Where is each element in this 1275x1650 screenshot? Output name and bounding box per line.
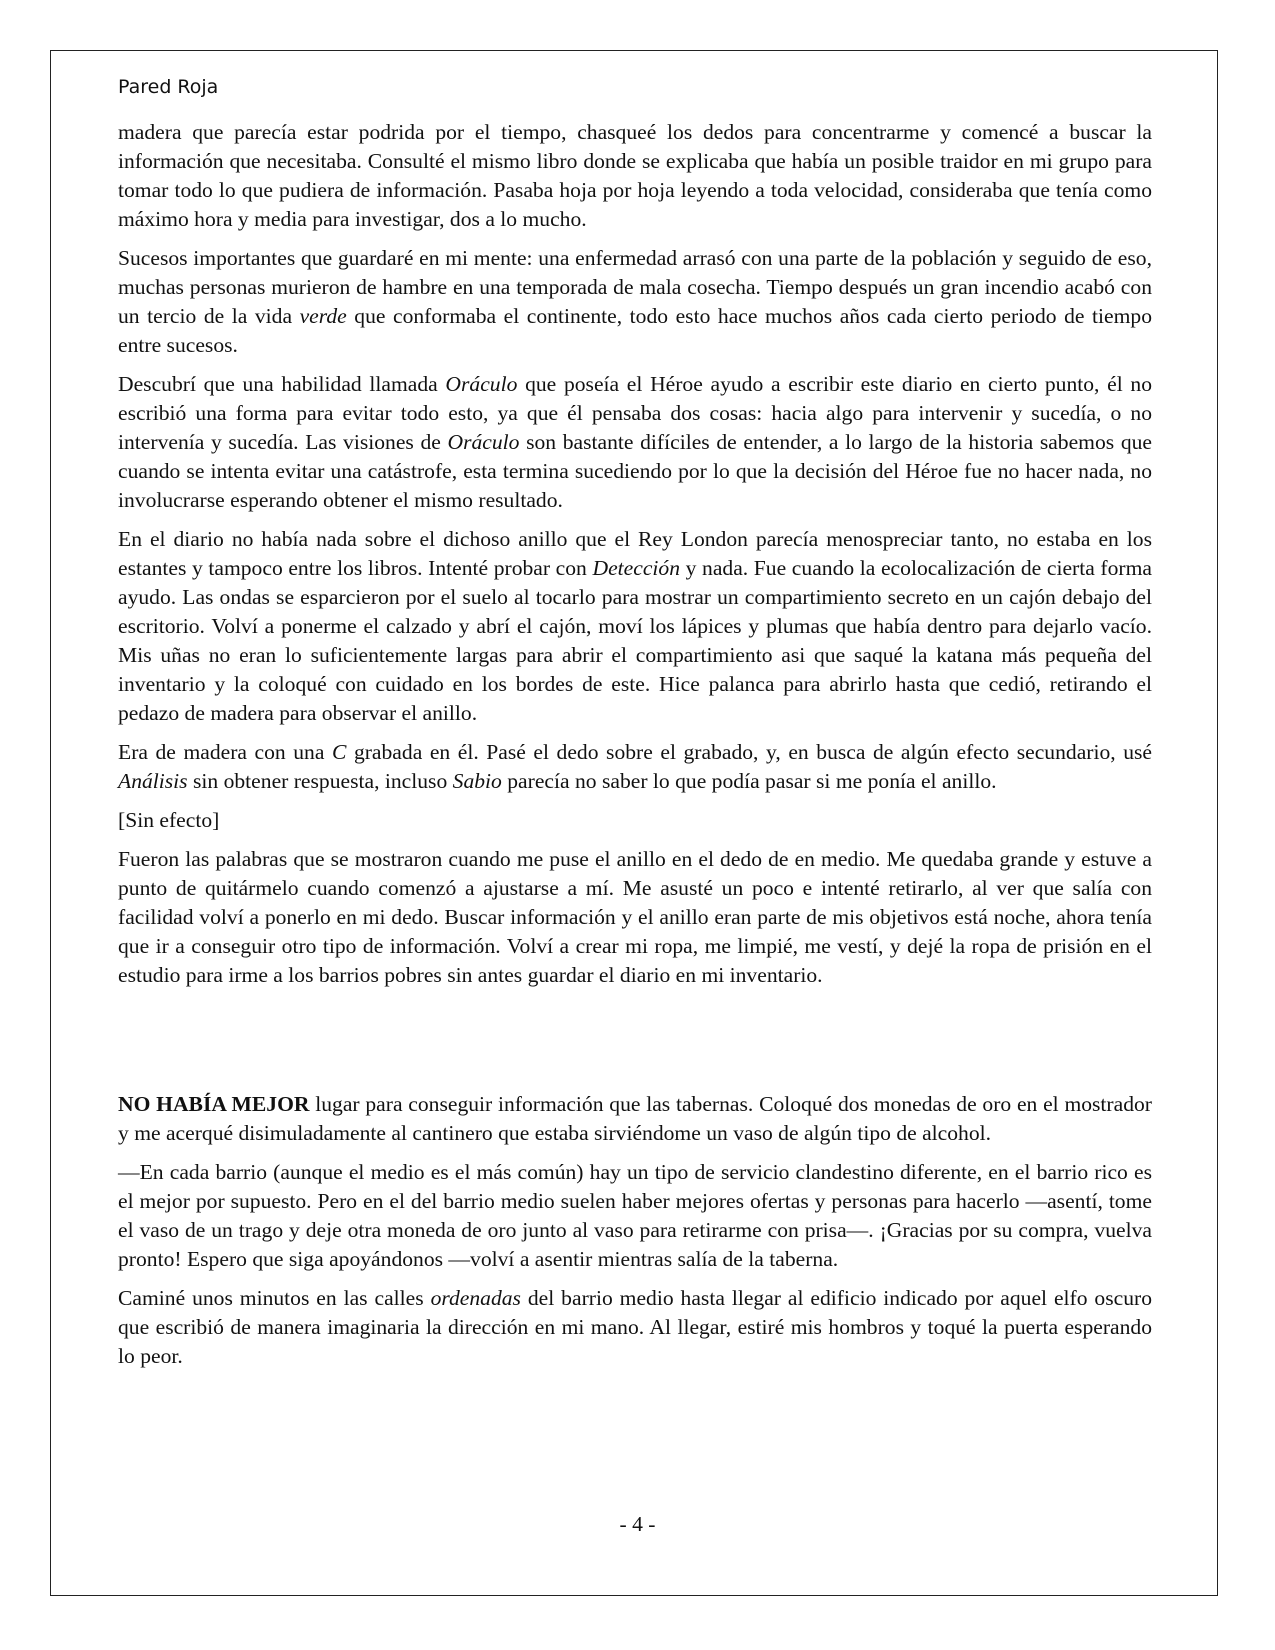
section-lead-in: NO HABÍA MEJOR bbox=[118, 1092, 310, 1116]
paragraph: Fueron las palabras que se mostraron cuando me puse el anillo en el dedo de en medio. Me quedaba grande y estuve a punto de quitármelo cuando comenzó a ajustarse a mí. Me asusté un poco e intenté retirarlo, al ver que salía con facilidad volví a ponerlo en mi dedo. Buscar información y el anillo eran parte de mis objetivos está noche, ahora tenía que ir a conseguir otro tipo de información. Volví a crear mi ropa, me limpié, me vestí, y dejé la ropa de prisión en el estudio para irme a los barrios pobres sin antes guardar el diario en mi inventario. bbox=[118, 847, 1152, 987]
text-run: Caminé unos minutos en las calles bbox=[118, 1286, 431, 1310]
text-run: Era de madera con una bbox=[118, 740, 332, 764]
text-run: son bastante difíciles de entender, a lo largo de la historia sabemos que cuando se intenta evitar una catástrofe, esta termina sucediendo por lo que la decisión del Héroe fue no hacer nada, no involucrarse esperando obtener el mismo resultado. bbox=[118, 430, 1153, 512]
italic-term: Oráculo bbox=[445, 372, 518, 396]
paragraph bbox=[118, 1090, 1152, 1148]
text-run: del barrio medio hasta llegar al edificio indicado por aquel elfo oscuro que escribió de manera imaginaria la dirección en mi mano. Al llegar, estiré mis hombros y toqué la puerta esperando lo peor. bbox=[118, 1286, 1153, 1368]
text-run: parecía no saber lo que podía pasar si me ponía el anillo. bbox=[501, 769, 997, 793]
paragraph bbox=[118, 1284, 1152, 1371]
italic-term: ordenadas bbox=[430, 1286, 521, 1310]
paragraph bbox=[118, 525, 1152, 728]
body-text bbox=[118, 118, 1152, 1381]
italic-term: Sabio bbox=[452, 769, 502, 793]
running-header: Pared Roja bbox=[118, 76, 219, 98]
text-run: que poseía el Héroe ayudo a escribir este diario en cierto punto, él no escribió una forma para evitar todo esto, ya que él pensaba dos cosas: hacia algo para intervenir y sucedía, o no intervenía y sucedía. Las visiones de bbox=[118, 372, 1152, 454]
text-run: que conformaba el continente, todo esto hace muchos años cada cierto periodo de tiempo entre sucesos. bbox=[118, 304, 1152, 357]
text-run: lugar para conseguir información que las tabernas. Coloqué dos monedas de oro en el mostrador y me acerqué disimuladamente al cantinero que estaba sirviéndome un vaso de algún tipo de alcohol. bbox=[118, 1092, 1152, 1145]
paragraph: —En cada barrio (aunque el medio es el más común) hay un tipo de servicio clandestino diferente, en el barrio rico es el mejor por supuesto. Pero en el del barrio medio suelen haber mejores ofertas y personas para hacerlo —asentí, tome el vaso de un trago y deje otra moneda de oro junto al vaso para retirarme con prisa—. ¡Gracias por su compra, vuelva pronto! Espero que siga apoyándonos —volví a asentir mientras salía de la taberna. bbox=[118, 1160, 1152, 1271]
italic-term: Análisis bbox=[118, 769, 188, 793]
paragraph bbox=[118, 370, 1152, 515]
text-run: Sucesos importantes que guardaré en mi mente: una enfermedad arrasó con una parte de la población y seguido de eso, muchas personas murieron de hambre en una temporada de mala cosecha. Tiempo después un gran incendio acabó con un tercio de la vida bbox=[118, 246, 1152, 328]
text-run: sin obtener respuesta, incluso bbox=[187, 769, 453, 793]
italic-term: C bbox=[331, 740, 347, 764]
italic-term: Oráculo bbox=[447, 430, 520, 454]
section-break bbox=[118, 1000, 1152, 1090]
text-run: En el diario no había nada sobre el dichoso anillo que el Rey London parecía menospreciar tanto, no estaba en los estantes y tampoco entre los libros. Intenté probar con bbox=[118, 527, 1152, 580]
text-run: Descubrí que una habilidad llamada bbox=[118, 372, 446, 396]
paragraph: madera que parecía estar podrida por el tiempo, chasqueé los dedos para concentrarme y comencé a buscar la información que necesitaba. Consulté el mismo libro donde se explicaba que había un posible traidor en mi grupo para tomar todo lo que pudiera de información. Pasaba hoja por hoja leyendo a toda velocidad, consideraba que tenía como máximo hora y media para investigar, dos a lo mucho. bbox=[118, 120, 1152, 231]
page-number: - 4 - bbox=[619, 1512, 656, 1536]
paragraph bbox=[118, 244, 1152, 360]
italic-term: verde bbox=[299, 304, 347, 328]
italic-term: Detección bbox=[592, 556, 680, 580]
paragraph bbox=[118, 738, 1152, 796]
text-run: y nada. Fue cuando la ecolocalización de cierta forma ayudo. Las ondas se esparcieron por el suelo al tocarlo para mostrar un compartimiento secreto en un cajón debajo del escritorio. Volví a ponerme el calzado y abrí el cajón, moví los lápices y plumas que había dentro para dejarlo vacío. Mis uñas no eran lo suficientemente largas para abrir el compartimiento asi que saqué la katana más pequeña del inventario y la coloqué con cuidado en los bordes de este. Hice palanca para abrirlo hasta que cedió, retirando el pedazo de madera para observar el anillo. bbox=[118, 556, 1152, 725]
text-run: grabada en él. Pasé el dedo sobre el grabado, y, en busca de algún efecto secundario, usé bbox=[346, 740, 1152, 764]
status-message: [Sin efecto] bbox=[118, 808, 220, 832]
